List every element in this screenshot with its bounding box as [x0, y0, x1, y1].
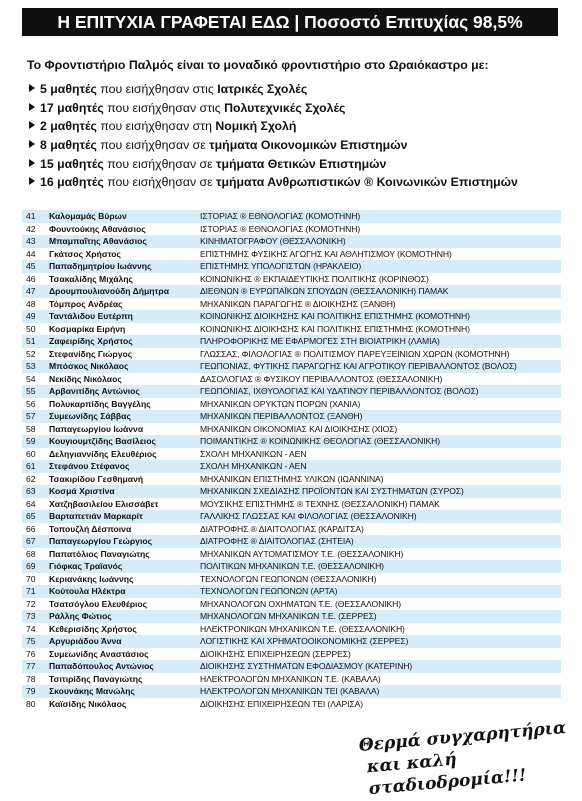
student-name: Κοσμαρίκα Ειρήνη	[49, 323, 126, 334]
row-number: 47	[26, 286, 36, 296]
row-number: 69	[26, 561, 36, 571]
bullet-triangle-icon	[29, 103, 35, 111]
student-name: Ζαφειρίδης Χρήστος	[49, 336, 133, 346]
student-name: Χατζηβασιλείου Ελισσάβετ	[49, 498, 159, 509]
department-name: ΗΛΕΚΤΡΟΛΟΓΩΝ ΜΗΧΑΝΙΚΩΝ Τ.Ε. (ΚΑΒΑΛΑ)	[200, 673, 381, 684]
table-row	[22, 460, 561, 473]
student-name: Δρουμπουλιανούδη Δήμητρα	[49, 286, 169, 296]
student-name: Στεφάνου Στέφανος	[49, 461, 130, 471]
achievement-target: Ιατρικές Σχολές	[217, 82, 308, 96]
department-name: ΜΗΧΑΝΙΚΩΝ ΠΑΡΑΓΩΓΗΣ ® ΔΙΟΙΚΗΣΗΣ (ΞΑΝΘΗ)	[200, 298, 396, 309]
department-name: ΚΟΙΝΩΝΙΚΗΣ ® ΕΚΠΑΙΔΕΥΤΙΚΗΣ ΠΟΛΙΤΙΚΗΣ (ΚΟΡΙΝΘΟΣ)	[200, 273, 429, 284]
table-row	[22, 360, 561, 373]
table-row	[22, 398, 561, 411]
row-number: 49	[26, 311, 36, 321]
table-row	[22, 510, 561, 523]
department-name: ΔΙΑΤΡΟΦΗΣ ® ΔΙΑΙΤΟΛΟΓΙΑΣ (ΚΑΡΔΙΤΣΑ)	[200, 523, 364, 534]
row-number: 51	[26, 336, 36, 346]
achievement-text: που εισήχθησαν στις	[96, 82, 218, 96]
table-row	[22, 423, 561, 436]
table-row	[22, 385, 561, 398]
achievement-target: Πολυτεχνικές Σχολές	[224, 100, 346, 115]
table-row	[22, 610, 561, 623]
table-row	[22, 585, 561, 598]
row-number: 42	[26, 223, 36, 234]
bullet-triangle-icon	[29, 121, 35, 129]
table-row	[22, 335, 561, 348]
row-number: 64	[26, 498, 36, 509]
row-number: 60	[26, 448, 36, 459]
table-row	[22, 498, 561, 511]
table-row	[22, 523, 561, 536]
student-name: Ταντάλιδου Ευτέρπη	[49, 311, 133, 321]
department-name: ΜΗΧΑΝΙΚΩΝ ΣΧΕΔΙΑΣΗΣ ΠΡΟΪΟΝΤΩΝ ΚΑΙ ΣΥΣΤΗΜΑΤΩΝ (ΣΥΡΟΣ)	[200, 486, 464, 496]
student-name: Γκάτσος Χρήστος	[49, 248, 122, 259]
table-row	[22, 648, 561, 661]
achievement-target: τμήματα Οικονομικών Επιστημών	[209, 138, 408, 153]
table-row	[22, 323, 561, 336]
department-name: ΜΗΧΑΝΙΚΩΝ ΑΥΤΟΜΑΤΙΣΜΟΥ Τ.Ε. (ΘΕΣΣΑΛΟΝΙΚΗ)	[200, 548, 404, 559]
achievement-text: που εισήχθησαν σε	[103, 175, 217, 190]
student-name: Τσακιρίδου Γεσθημανή	[49, 473, 144, 484]
student-name: Βαρταπετιάν Μαρκαρίτ	[49, 511, 143, 521]
department-name: ΔΙΟΙΚΗΣΗΣ ΕΠΙΧΕΙΡΗΣΕΩΝ (ΣΕΡΡΕΣ)	[200, 648, 351, 659]
row-number: 72	[26, 598, 36, 609]
row-number: 50	[26, 323, 36, 334]
student-name: Ράλλης Φώτιος	[49, 611, 112, 621]
student-name: Μπαμπαΐτης Αθανάσιος	[49, 236, 147, 246]
row-number: 58	[26, 423, 36, 434]
row-number: 46	[26, 273, 36, 284]
achievement-item	[29, 173, 569, 192]
row-number: 77	[26, 661, 36, 671]
department-name: ΛΟΓΙΣΤΙΚΗΣ ΚΑΙ ΧΡΗΜΑΤΟΟΙΚΟΝΟΜΙΚΗΣ (ΣΕΡΡΕΣ)	[200, 636, 409, 646]
department-name: ΓΕΩΠΟΝΙΑΣ, ΦΥΤΙΚΗΣ ΠΑΡΑΓΩΓΗΣ ΚΑΙ ΑΓΡΟΤΙΚΟΥ ΠΕΡΙΒΑΛΛΟΝΤΟΣ (ΒΟΛΟΣ)	[200, 361, 517, 371]
student-name: Κουγιουμτζίδης Βασίλειος	[49, 436, 156, 446]
row-number: 57	[26, 411, 36, 421]
department-name: ΠΟΙΜΑΝΤΙΚΗΣ ® ΚΟΙΝΩΝΙΚΗΣ ΘΕΟΛΟΓΙΑΣ (ΘΕΣΣΑΛΟΝΙΚΗ)	[200, 436, 440, 446]
department-name: ΠΛΗΡΟΦΟΡΙΚΗΣ ΜΕ ΕΦΑΡΜΟΓΕΣ ΣΤΗ ΒΙΟΙΑΤΡΙΚΗ (ΛΑΜΙΑ)	[200, 336, 440, 346]
student-name: Κούτουλα Ηλέκτρα	[49, 586, 126, 596]
student-name: Πολυκαρπίδης Βαγγέλης	[49, 398, 151, 409]
table-row	[22, 273, 561, 286]
department-name: ΙΣΤΟΡΙΑΣ ® ΕΘΝΟΛΟΓΙΑΣ (ΚΟΜΟΤΗΝΗ)	[200, 211, 361, 221]
table-row	[22, 660, 561, 673]
achievement-target: Νομική Σχολή	[215, 119, 297, 134]
table-row	[22, 248, 561, 261]
row-number: 56	[26, 398, 36, 409]
row-number: 68	[26, 548, 36, 559]
department-name: ΣΧΟΛΗ ΜΗΧΑΝΙΚΩΝ - ΑΕΝ	[200, 461, 307, 471]
achievement-item	[29, 117, 569, 136]
achievement-count: 5 μαθητές	[40, 82, 97, 96]
table-row	[22, 635, 561, 648]
table-row	[22, 623, 561, 636]
row-number: 65	[26, 511, 36, 521]
table-row	[22, 685, 561, 698]
congrats-line-2: και καλή σταδιοδρομία!!!	[365, 749, 528, 800]
department-name: ΔΑΣΟΛΟΓΙΑΣ ® ΦΥΣΙΚΟΥ ΠΕΡΙΒΑΛΛΟΝΤΟΣ (ΘΕΣΣΑΛΟΝΙΚΗ)	[200, 373, 443, 384]
department-name: ΕΠΙΣΤΗΜΗΣ ΥΠΟΛΟΓΙΣΤΩΝ (ΗΡΑΚΛΕΙΟ)	[200, 261, 362, 271]
achievement-text: που εισήχθησαν σε	[103, 156, 217, 171]
department-name: ΓΑΛΛΙΚΗΣ ΓΛΩΣΣΑΣ ΚΑΙ ΦΙΛΟΛΟΓΙΑΣ (ΘΕΣΣΑΛΟΝΙΚΗ)	[200, 511, 417, 521]
student-name: Μπόσκος Νικόλαος	[49, 361, 129, 371]
student-name: Κεθερισίδης Χρήστος	[49, 623, 137, 634]
bullet-triangle-icon	[29, 84, 35, 92]
bullet-triangle-icon	[29, 140, 35, 148]
department-name: ΜΟΥΣΙΚΗΣ ΕΠΙΣΤΗΜΗΣ ® ΤΕΧΝΗΣ (ΘΕΣΣΑΛΟΝΙΚΗ) ΠΑΜΑΚ	[200, 498, 440, 509]
bullet-triangle-icon	[29, 159, 35, 167]
department-name: ΗΛΕΚΤΡΟΛΟΓΩΝ ΜΗΧΑΝΙΚΩΝ ΤΕΙ (ΚΑΒΑΛΑ)	[200, 686, 380, 696]
achievement-count: 15 μαθητές	[40, 156, 104, 171]
student-name: Τσιτιρίδης Παναγιώτης	[49, 673, 143, 684]
table-row	[22, 535, 561, 548]
table-row	[22, 223, 561, 236]
achievement-count: 17 μαθητές	[40, 100, 104, 115]
table-row	[22, 485, 561, 498]
achievement-target: τμήματα Ανθρωπιστικών ® Κοινωνικών Επιστημών	[216, 175, 518, 190]
table-row	[22, 298, 561, 311]
student-name: Τσακαλίδης Μιχάλης	[49, 273, 134, 284]
table-row	[22, 410, 561, 423]
student-name: Παπαδόπουλος Αντώνιος	[49, 661, 154, 671]
department-name: ΓΛΩΣΣΑΣ, ΦΙΛΟΛΟΓΙΑΣ ® ΠΟΛΙΤΙΣΜΟΥ ΠΑΡΕΥΞΕΙΝΙΩΝ ΧΩΡΩΝ (ΚΟΜΟΤΗΝΗ)	[200, 348, 510, 359]
row-number: 45	[26, 261, 36, 271]
table-row	[22, 598, 561, 611]
row-number: 73	[26, 611, 36, 621]
department-name: ΔΙΟΙΚΗΣΗΣ ΕΠΙΧΕΙΡΗΣΕΩΝ ΤΕΙ (ΛΑΡΙΣΑ)	[200, 698, 363, 709]
achievement-text: που εισήχθησαν σε	[96, 138, 210, 153]
students-table	[22, 210, 561, 710]
table-row	[22, 235, 561, 248]
department-name: ΤΕΧΝΟΛΟΓΩΝ ΓΕΩΠΟΝΩΝ (ΘΕΣΣΑΛΟΝΙΚΗ)	[200, 573, 377, 584]
table-row	[22, 560, 561, 573]
table-row	[22, 210, 561, 223]
achievement-text: που εισήχθησαν στη	[96, 119, 216, 134]
table-row	[22, 673, 561, 686]
department-name: ΚΙΝΗΜΑΤΟΓΡΑΦΟΥ (ΘΕΣΣΑΛΟΝΙΚΗ)	[200, 236, 346, 246]
department-name: ΜΗΧΑΝΙΚΩΝ ΕΠΙΣΤΗΜΗΣ ΥΛΙΚΩΝ (ΙΩΑΝΝΙΝΑ)	[200, 473, 384, 484]
intro-text: Το Φροντιστήριο Παλμός είναι το μοναδικό φροντιστήριο στο Ωραιόκαστρο με:	[27, 58, 489, 72]
department-name: ΜΗΧΑΝΟΛΟΓΩΝ ΜΗΧΑΝΙΚΩΝ Τ.Ε. (ΣΕΡΡΕΣ)	[200, 611, 377, 621]
department-name: ΜΗΧΑΝΙΚΩΝ ΟΡΥΚΤΩΝ ΠΟΡΩΝ (ΧΑΝΙΑ)	[200, 398, 361, 409]
student-name: Αργυριάδου Άννα	[49, 636, 122, 646]
row-number: 71	[26, 586, 36, 596]
row-number: 52	[26, 348, 36, 359]
student-name: Τσατσόγλου Ελευθέριος	[49, 598, 148, 609]
table-row	[22, 573, 561, 586]
department-name: ΔΙΑΤΡΟΦΗΣ ® ΔΙΑΙΤΟΛΟΓΙΑΣ (ΣΗΤΕΙΑ)	[200, 536, 354, 546]
row-number: 44	[26, 248, 36, 259]
row-number: 41	[26, 211, 36, 221]
department-name: ΗΛΕΚΤΡΟΝΙΚΩΝ ΜΗΧΑΝΙΚΩΝ Τ.Ε. (ΘΕΣΣΑΛΟΝΙΚΗ)	[200, 623, 405, 634]
achievement-item	[29, 155, 569, 174]
student-name: Καϊσίδης Νικόλαος	[49, 698, 127, 709]
row-number: 78	[26, 673, 36, 684]
row-number: 67	[26, 536, 36, 546]
student-name: Συμεωνίδης Σάββας	[49, 411, 131, 421]
department-name: ΤΕΧΝΟΛΟΓΩΝ ΓΕΩΠΟΝΩΝ (ΑΡΤΑ)	[200, 586, 338, 596]
row-number: 53	[26, 361, 36, 371]
row-number: 76	[26, 648, 36, 659]
department-name: ΓΕΩΠΟΝΙΑΣ, ΙΧΘΥΟΛΟΓΙΑΣ ΚΑΙ ΥΔΑΤΙΝΟΥ ΠΕΡΙΒΑΛΛΟΝΤΟΣ (ΒΟΛΟΣ)	[200, 386, 479, 396]
achievement-count: 2 μαθητές	[40, 119, 97, 134]
achievement-target: τμήματα Θετικών Επιστημών	[216, 156, 387, 171]
student-name: Δεληγιαννίδης Ελευθέριος	[49, 448, 157, 459]
achievements-list	[29, 80, 569, 192]
table-row	[22, 448, 561, 461]
student-name: Αρβανιτίδης Αντώνιος	[49, 386, 140, 396]
row-number: 66	[26, 523, 36, 534]
student-name: Γιόφκας Τραϊανός	[49, 561, 123, 571]
student-name: Σκουνάκης Μανώλης	[49, 686, 135, 696]
row-number: 59	[26, 436, 36, 446]
department-name: ΙΣΤΟΡΙΑΣ ® ΕΘΝΟΛΟΓΙΑΣ (ΚΟΜΟΤΗΝΗ)	[200, 223, 361, 234]
student-name: Παπαδημητρίου Ιωάννης	[49, 261, 152, 271]
department-name: ΜΗΧΑΝΙΚΩΝ ΟΙΚΟΝΟΜΙΑΣ ΚΑΙ ΔΙΟΙΚΗΣΗΣ (ΧΙΟΣ)	[200, 423, 398, 434]
student-name: Φουντούκης Αθανάσιος	[49, 223, 146, 234]
table-row	[22, 548, 561, 561]
achievement-item	[29, 99, 569, 118]
row-number: 55	[26, 386, 36, 396]
row-number: 80	[26, 698, 36, 709]
department-name: ΕΠΙΣΤΗΜΗΣ ΦΥΣΙΚΗΣ ΑΓΩΓΗΣ ΚΑΙ ΑΘΛΗΤΙΣΜΟΥ (ΚΟΜΟΤΗΝΗ)	[200, 248, 452, 259]
student-name: Κοσμά Χριστίνα	[49, 486, 115, 496]
row-number: 61	[26, 461, 36, 471]
row-number: 62	[26, 473, 36, 484]
congrats-line-1: Θερμά συγχαρητήρια	[358, 717, 567, 756]
achievement-count: 16 μαθητές	[40, 175, 104, 190]
row-number: 74	[26, 623, 36, 634]
table-row	[22, 373, 561, 386]
table-row	[22, 310, 561, 323]
achievement-count: 8 μαθητές	[40, 138, 97, 153]
department-name: ΜΗΧΑΝΟΛΟΓΩΝ ΟΧΗΜΑΤΩΝ Τ.Ε. (ΘΕΣΣΑΛΟΝΙΚΗ)	[200, 598, 401, 609]
department-name: ΚΟΙΝΩΝΙΚΗΣ ΔΙΟΙΚΗΣΗΣ ΚΑΙ ΠΟΛΙΤΙΚΗΣ ΕΠΙΣΤΗΜΗΣ (ΚΟΜΟΤΗΝΗ)	[200, 323, 470, 334]
student-name: Παπατόλιος Παναγιώτης	[49, 548, 150, 559]
row-number: 43	[26, 236, 36, 246]
table-row	[22, 435, 561, 448]
achievement-item	[29, 80, 569, 99]
page-banner: Η ΕΠΙΤΥΧΙΑ ΓΡΑΦΕΤΑΙ ΕΔΩ | Ποσοστό Επιτυχίας 98,5%	[22, 8, 558, 36]
row-number: 48	[26, 298, 36, 309]
student-name: Τόμπρος Ανδρέας	[49, 298, 123, 309]
table-row	[22, 698, 561, 711]
department-name: ΔΙΟΙΚΗΣΗΣ ΣΥΣΤΗΜΑΤΩΝ ΕΦΟΔΙΑΣΜΟΥ (ΚΑΤΕΡΙΝΗ)	[200, 661, 413, 671]
student-name: Καλομαμάς Βύρων	[49, 211, 127, 221]
bullet-triangle-icon	[29, 177, 35, 185]
department-name: ΣΧΟΛΗ ΜΗΧΑΝΙΚΩΝ - ΑΕΝ	[200, 448, 307, 459]
department-name: ΜΗΧΑΝΙΚΩΝ ΠΕΡΙΒΑΛΛΟΝΤΟΣ (ΞΑΝΘΗ)	[200, 411, 363, 421]
student-name: Παπαγεωργίου Γεώργιος	[49, 536, 153, 546]
achievement-item	[29, 136, 569, 155]
student-name: Συμεωνίδης Αναστάσιος	[49, 648, 149, 659]
table-row	[22, 285, 561, 298]
table-row	[22, 348, 561, 361]
student-name: Κεριανάκης Ιωάννης	[49, 573, 134, 584]
department-name: ΠΟΛΙΤΙΚΩΝ ΜΗΧΑΝΙΚΩΝ Τ.Ε. (ΘΕΣΣΑΛΟΝΙΚΗ)	[200, 561, 384, 571]
row-number: 70	[26, 573, 36, 584]
row-number: 63	[26, 486, 36, 496]
table-row	[22, 260, 561, 273]
row-number: 79	[26, 686, 36, 696]
student-name: Παπαγεωργίου Ιωάννα	[49, 423, 144, 434]
achievement-text: που εισήχθησαν στις	[103, 100, 225, 115]
table-row	[22, 473, 561, 486]
row-number: 54	[26, 373, 36, 384]
row-number: 75	[26, 636, 36, 646]
congratulations-note	[358, 717, 573, 801]
department-name: ΔΙΕΘΝΩΝ ® ΕΥΡΩΠΑΪΚΩΝ ΣΠΟΥΔΩΝ (ΘΕΣΣΑΛΟΝΙΚΗ) ΠΑΜΑΚ	[200, 286, 449, 296]
student-name: Στεφανίδης Γιώργος	[49, 348, 133, 359]
department-name: ΚΟΙΝΩΝΙΚΗΣ ΔΙΟΙΚΗΣΗΣ ΚΑΙ ΠΟΛΙΤΙΚΗΣ ΕΠΙΣΤΗΜΗΣ (ΚΟΜΟΤΗΝΗ)	[200, 311, 470, 321]
student-name: Τοπουζλή Δέσποινα	[49, 523, 132, 534]
student-name: Νεκίδης Νικόλαος	[49, 373, 122, 384]
